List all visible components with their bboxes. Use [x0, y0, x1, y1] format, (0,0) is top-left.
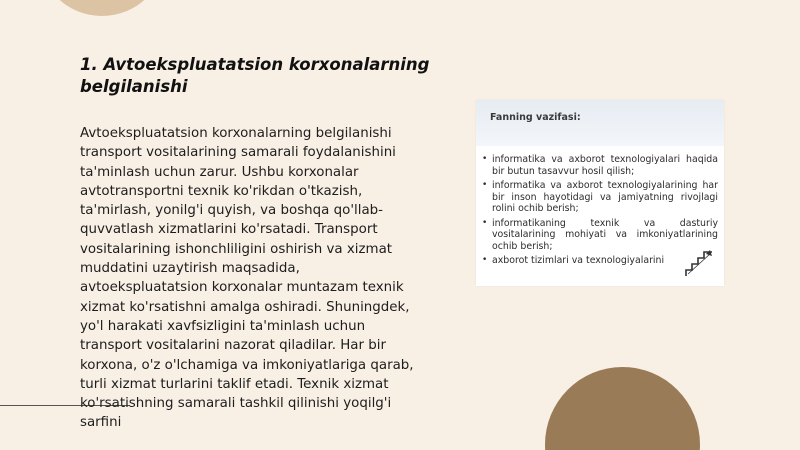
stairs-chart-icon — [684, 248, 714, 278]
bullet-icon: • — [482, 255, 488, 265]
list-item-text: informatika va axborot texnologiyalarining har bir inson hayotidagi va jamiyatning rivojlagi rolini ochib berish; — [492, 180, 718, 214]
image-header-band — [476, 100, 724, 146]
decorative-circle-top — [38, 0, 166, 16]
list-item — [482, 180, 718, 215]
image-title: Fanning vazifasi: — [490, 112, 581, 123]
bullet-icon: • — [482, 154, 488, 164]
list-item-text: informatikaning texnik va dasturiy vositalarining mohiyati va imkoniyatlarining ochib berish; — [492, 217, 718, 252]
list-item — [482, 255, 718, 267]
bullet-icon: • — [482, 217, 488, 228]
decorative-circle-bottom — [545, 367, 700, 450]
embedded-image-card — [476, 100, 724, 286]
slide-body-text: Avtoekspluatatsion korxonalarning belgilanishi transport vositalarining samarali foydalanishini ta'minlash uchun zarur. Ushbu korxonalar avtotransportni texnik ko'rikdan o'tkazish, ta'mirlash, yonilg'i quyish, va boshqa qo'llab-quvvatlash xizmatlarini ko'rsatadi. Transport vositalarining ishonchliligini oshirish va xizmat muddatini uzaytirish maqsadida, avtoekspluatatsion korxonalar muntazam texnik xizmat ko'rsatishni amalga oshiradi. Shuningdek, yo'l harakati xavfsizligini ta'minlash uchun transport vositalarini nazorat qiladilar. Har bir korxona, o'z o'lchamiga va imkoniyatlariga qarab, turli xizmat turlarini taklif etadi. Texnik xizmat ko'rsatishning samarali tashkil qilinishi yoqilg'i sarfini — [80, 126, 414, 431]
list-item-text: informatika va axborot texnologiyalari haqida bir butun tasavvur hosil qilish; — [492, 154, 718, 177]
list-item — [482, 218, 718, 253]
slide-title: 1. Avtoekspluatatsion korxonalarning belgilanishi — [80, 55, 430, 96]
image-bullet-list — [482, 154, 718, 270]
list-item-text: axborot tizimlari va texnologiyalarini — [492, 255, 665, 266]
bullet-icon: • — [482, 180, 488, 190]
list-item — [482, 154, 718, 177]
